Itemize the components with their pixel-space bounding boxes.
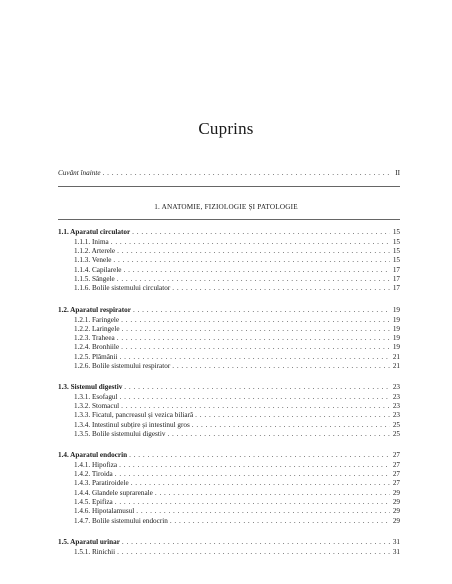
toc-entry-label: 1.2.5. Plămânii [74, 353, 118, 361]
toc-entry-page: 27 [392, 461, 400, 469]
dot-leader [122, 325, 390, 334]
toc-entry-label: 1.4.3. Paratiroidele [74, 479, 129, 487]
toc-entry-label: 1.3.3. Ficatul, pancreasul și vezica biliară [74, 411, 194, 419]
dot-leader [172, 284, 390, 293]
dot-leader [170, 517, 390, 526]
toc-section[interactable] [58, 451, 400, 460]
dot-leader [121, 402, 390, 411]
toc-entry[interactable] [74, 470, 400, 479]
toc-entry-page: 15 [392, 256, 400, 264]
toc-entry-page: 25 [392, 421, 400, 429]
toc-entry[interactable] [74, 421, 400, 430]
toc-entry-page: 29 [392, 507, 400, 515]
dot-leader [117, 275, 390, 284]
toc-entry[interactable] [74, 343, 400, 352]
dot-leader [172, 362, 390, 371]
toc-entry[interactable] [74, 362, 400, 371]
toc-entry-label: 1.3.5. Bolile sistemului digestiv [74, 430, 166, 438]
toc-section-page: 15 [392, 228, 400, 236]
toc-entry-label: 1.2.3. Traheea [74, 334, 115, 342]
toc-section[interactable] [58, 383, 400, 392]
toc-entry[interactable] [74, 284, 400, 293]
toc-entry-page: 19 [392, 334, 400, 342]
dot-leader [122, 538, 390, 547]
dot-leader [136, 507, 390, 516]
toc-section-page: 31 [392, 538, 400, 546]
toc-entry[interactable] [74, 498, 400, 507]
toc-entry-label: 1.1.1. Inima [74, 238, 109, 246]
toc-entry[interactable] [74, 548, 400, 557]
toc-section-label: 1.2. Aparatul respirator [58, 306, 131, 314]
part-heading: 1. ANATOMIE, FIZIOLOGIE ȘI PATOLOGIE [154, 203, 298, 211]
toc-section-page: 23 [392, 383, 400, 391]
toc-entry-label: 1.4.5. Epifiza [74, 498, 113, 506]
dot-leader [115, 498, 390, 507]
toc-entry-page: 21 [392, 362, 400, 370]
dot-leader [195, 411, 390, 420]
toc-entry-page: 17 [392, 275, 400, 283]
toc-section[interactable] [58, 228, 400, 237]
toc-entry-label: 1.3.2. Stomacul [74, 402, 120, 410]
toc-entry-page: 27 [392, 479, 400, 487]
dot-leader [121, 316, 390, 325]
dot-leader [103, 169, 390, 178]
rule-bottom [58, 219, 400, 220]
toc-section-label: 1.3. Sistemul digestiv [58, 383, 123, 391]
toc-entry-label: 1.2.4. Bronhiile [74, 343, 120, 351]
toc-entry-page: 23 [392, 393, 400, 401]
dot-leader [119, 461, 390, 470]
toc-section-label: 1.4. Aparatul endocrin [58, 451, 128, 459]
dot-leader [131, 479, 390, 488]
toc-entry-page: 23 [392, 411, 400, 419]
dot-leader [124, 383, 390, 392]
toc-entry-label: 1.1.2. Arterele [74, 247, 116, 255]
toc-entry-label: 1.5.1. Rinichii [74, 548, 116, 556]
toc-entry-page: 23 [392, 402, 400, 410]
toc-entry-label: 1.2.6. Bolile sistemului respirator [74, 362, 171, 370]
toc-entry-label: 1.1.3. Venele [74, 256, 112, 264]
toc-entry-label: 1.1.5. Sângele [74, 275, 115, 283]
toc-section-page: 19 [392, 306, 400, 314]
dot-leader [124, 266, 390, 275]
toc-entry[interactable] [74, 517, 400, 526]
toc-entry-page: 25 [392, 430, 400, 438]
toc-section-label: 1.1. Aparatul circulator [58, 228, 131, 236]
toc-entry[interactable] [74, 266, 400, 275]
toc-entry[interactable] [74, 393, 400, 402]
toc-entry-label: 1.4.1. Hipofiza [74, 461, 118, 469]
toc-entry[interactable] [74, 275, 400, 284]
toc-entry[interactable] [74, 411, 400, 420]
toc-entry-label: 1.4.4. Glandele suprarenale [74, 489, 153, 497]
toc-entry-label: 1.1.4. Capilarele [74, 266, 122, 274]
toc-section-label: 1.5. Aparatul urinar [58, 538, 120, 546]
toc-entry-page: 17 [392, 284, 400, 292]
dot-leader [117, 247, 390, 256]
toc-entry[interactable] [74, 461, 400, 470]
dot-leader [117, 334, 390, 343]
toc-entry-page: 19 [392, 325, 400, 333]
toc-section[interactable] [58, 538, 400, 547]
dot-leader [132, 228, 390, 237]
toc-entry-label: 1.2.2. Laringele [74, 325, 120, 333]
toc-entry[interactable] [74, 430, 400, 439]
toc-entry[interactable] [74, 402, 400, 411]
toc-entry-page: 31 [392, 548, 400, 556]
toc-entry-label: 1.1.6. Bolile sistemului circulator [74, 284, 171, 292]
dot-leader [120, 353, 390, 362]
toc-entry-foreword[interactable] [58, 169, 400, 178]
toc-entry-page: 19 [392, 316, 400, 324]
toc-section[interactable] [58, 306, 400, 315]
toc-entry[interactable] [74, 316, 400, 325]
dot-leader [129, 451, 390, 460]
toc-entry-page: 29 [392, 517, 400, 525]
dot-leader [115, 470, 390, 479]
toc-entry[interactable] [74, 256, 400, 265]
dot-leader [167, 430, 390, 439]
toc-entry[interactable] [74, 238, 400, 247]
toc-entry[interactable] [74, 325, 400, 334]
toc-entry-label: 1.3.4. Intestinul subțire și intestinul gros [74, 421, 190, 429]
dot-leader [111, 238, 390, 247]
toc-entry-page: 15 [392, 238, 400, 246]
toc-entry-label: 1.2.1. Faringele [74, 316, 120, 324]
dot-leader [121, 343, 390, 352]
toc-entry-page: 19 [392, 343, 400, 351]
dot-leader [117, 548, 390, 557]
toc-entry[interactable] [74, 507, 400, 516]
toc-entry-label: 1.4.2. Tiroida [74, 470, 113, 478]
toc-entry-page: 27 [392, 470, 400, 478]
rule-top [58, 186, 400, 187]
toc-entry[interactable] [74, 334, 400, 343]
toc-entry-page: 21 [392, 353, 400, 361]
toc-entry[interactable] [74, 479, 400, 488]
toc-entry[interactable] [74, 247, 400, 256]
toc-entry-page: 17 [392, 266, 400, 274]
toc-entry[interactable] [74, 353, 400, 362]
dot-leader [155, 489, 390, 498]
page-title: Cuprins [198, 119, 254, 138]
toc-entry-label: 1.4.7. Bolile sistemului endocrin [74, 517, 168, 525]
toc-entry-label: 1.4.6. Hipotalamusul [74, 507, 135, 515]
toc-entry-label: 1.3.1. Esofagul [74, 393, 118, 401]
toc-entry-label: Cuvânt înainte [58, 169, 101, 177]
toc-section-page: 27 [392, 451, 400, 459]
toc-entry-page: 29 [392, 498, 400, 506]
toc-entry-page: 15 [392, 247, 400, 255]
dot-leader [113, 256, 390, 265]
dot-leader [192, 421, 390, 430]
toc-entry-page: 29 [392, 489, 400, 497]
dot-leader [133, 306, 390, 315]
toc-entry-page: II [395, 169, 400, 177]
dot-leader [120, 393, 390, 402]
toc-entry[interactable] [74, 489, 400, 498]
